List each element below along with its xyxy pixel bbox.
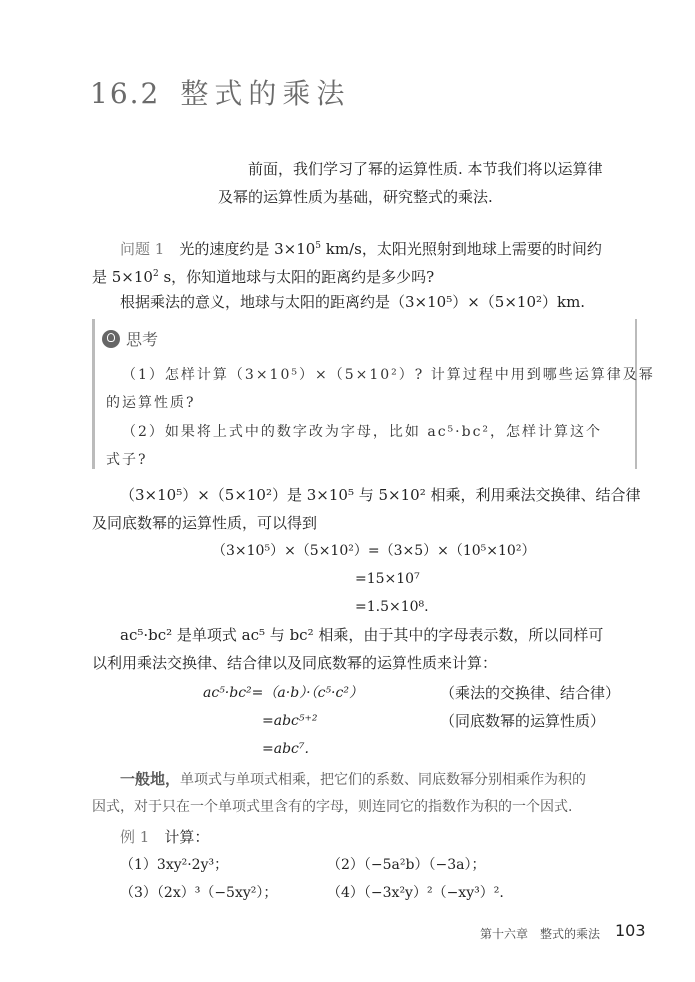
footer-chapter: 第十六章 整式的乘法: [480, 927, 601, 941]
example1-part-4: （4）（−3x²y）²（−xy³）².: [327, 885, 504, 901]
example1-label: 例 1: [120, 828, 150, 846]
example1-part-1: （1）3xy²·2y³；: [120, 857, 229, 873]
explain1-line-1: （3×10⁵）×（5×10²）是 3×10⁵ 与 5×10² 相乘，利用乘法交换律、结合律: [120, 486, 641, 504]
rule-lead: 一般地，: [120, 770, 181, 788]
explain1-eq-1: （3×10⁵）×（5×10²）=（3×5）×（10⁵×10²）: [212, 543, 536, 559]
page-number: 103: [615, 921, 646, 940]
think-q2-line-1: （2）如果将上式中的数字改为字母，比如 ac⁵·bc²，怎样计算这个: [122, 424, 603, 440]
problem1-line-1: 问题 1 光的速度约是 $3\times 10^5$ km/s，太阳光照射到地球上需要的时间约: [120, 240, 602, 258]
explain2-eq-1: ac⁵·bc²=（a·b）·（c⁵·c²）: [203, 685, 363, 701]
section-heading: 整式的乘法: [180, 77, 351, 110]
lightbulb-icon: [102, 330, 120, 348]
intro-line-2: 及幂的运算性质为基础，研究整式的乘法.: [218, 188, 493, 206]
explain1-line-2: 及同底数幂的运算性质，可以得到: [92, 514, 318, 532]
example1-header: 例 1 计算：: [120, 828, 210, 846]
explain2-eq-2: =abc⁵⁺²: [262, 713, 318, 729]
problem1-line-3: 根据乘法的意义，地球与太阳的距离约是（3×10⁵）×（5×10²）km.: [120, 293, 586, 311]
think-heading: 思考: [102, 327, 158, 350]
problem1-label: 问题 1: [120, 240, 165, 258]
explain1-eq-2: =15×10⁷: [355, 571, 420, 587]
explain1-eq-3: =1.5×10⁸.: [355, 599, 429, 615]
explain2-eq-3: =abc⁷.: [262, 741, 309, 757]
problem1-line-2: 是 $5\times 10^2$ s，你知道地球与太阳的距离约是多少吗?: [92, 268, 435, 286]
rule-line-1: 一般地，单项式与单项式相乘，把它们的系数、同底数幂分别相乘作为积的: [120, 770, 587, 788]
rule-line-2: 因式，对于只在一个单项式里含有的字母，则连同它的指数作为积的一个因式.: [92, 799, 573, 815]
section-title: [90, 72, 350, 112]
section-number: 16.2: [90, 77, 161, 110]
explain2-line-1: ac⁵·bc² 是单项式 ac⁵ 与 bc² 相乘，由于其中的字母表示数，所以同样可: [120, 626, 604, 644]
example1-part-2: （2）（−5a²b）（−3a）；: [327, 857, 486, 873]
explain2-eq-1-note: （乘法的交换律、结合律）: [440, 684, 621, 702]
think-q2-line-2: 式子?: [106, 452, 148, 468]
example1-part-3: （3）（2x）³（−5xy²）；: [120, 885, 278, 901]
intro-line-1: 前面，我们学习了幂的运算性质. 本节我们将以运算律: [248, 160, 603, 178]
think-q1-line-1: （1）怎样计算（3×10⁵）×（5×10²）? 计算过程中用到哪些运算律及幂: [122, 367, 655, 383]
think-q1-line-2: 的运算性质?: [106, 395, 196, 411]
explain2-eq-2-note: （同底数幂的运算性质）: [440, 712, 606, 730]
explain2-line-2: 以利用乘法交换律、结合律以及同底数幂的运算性质来计算：: [92, 654, 498, 672]
